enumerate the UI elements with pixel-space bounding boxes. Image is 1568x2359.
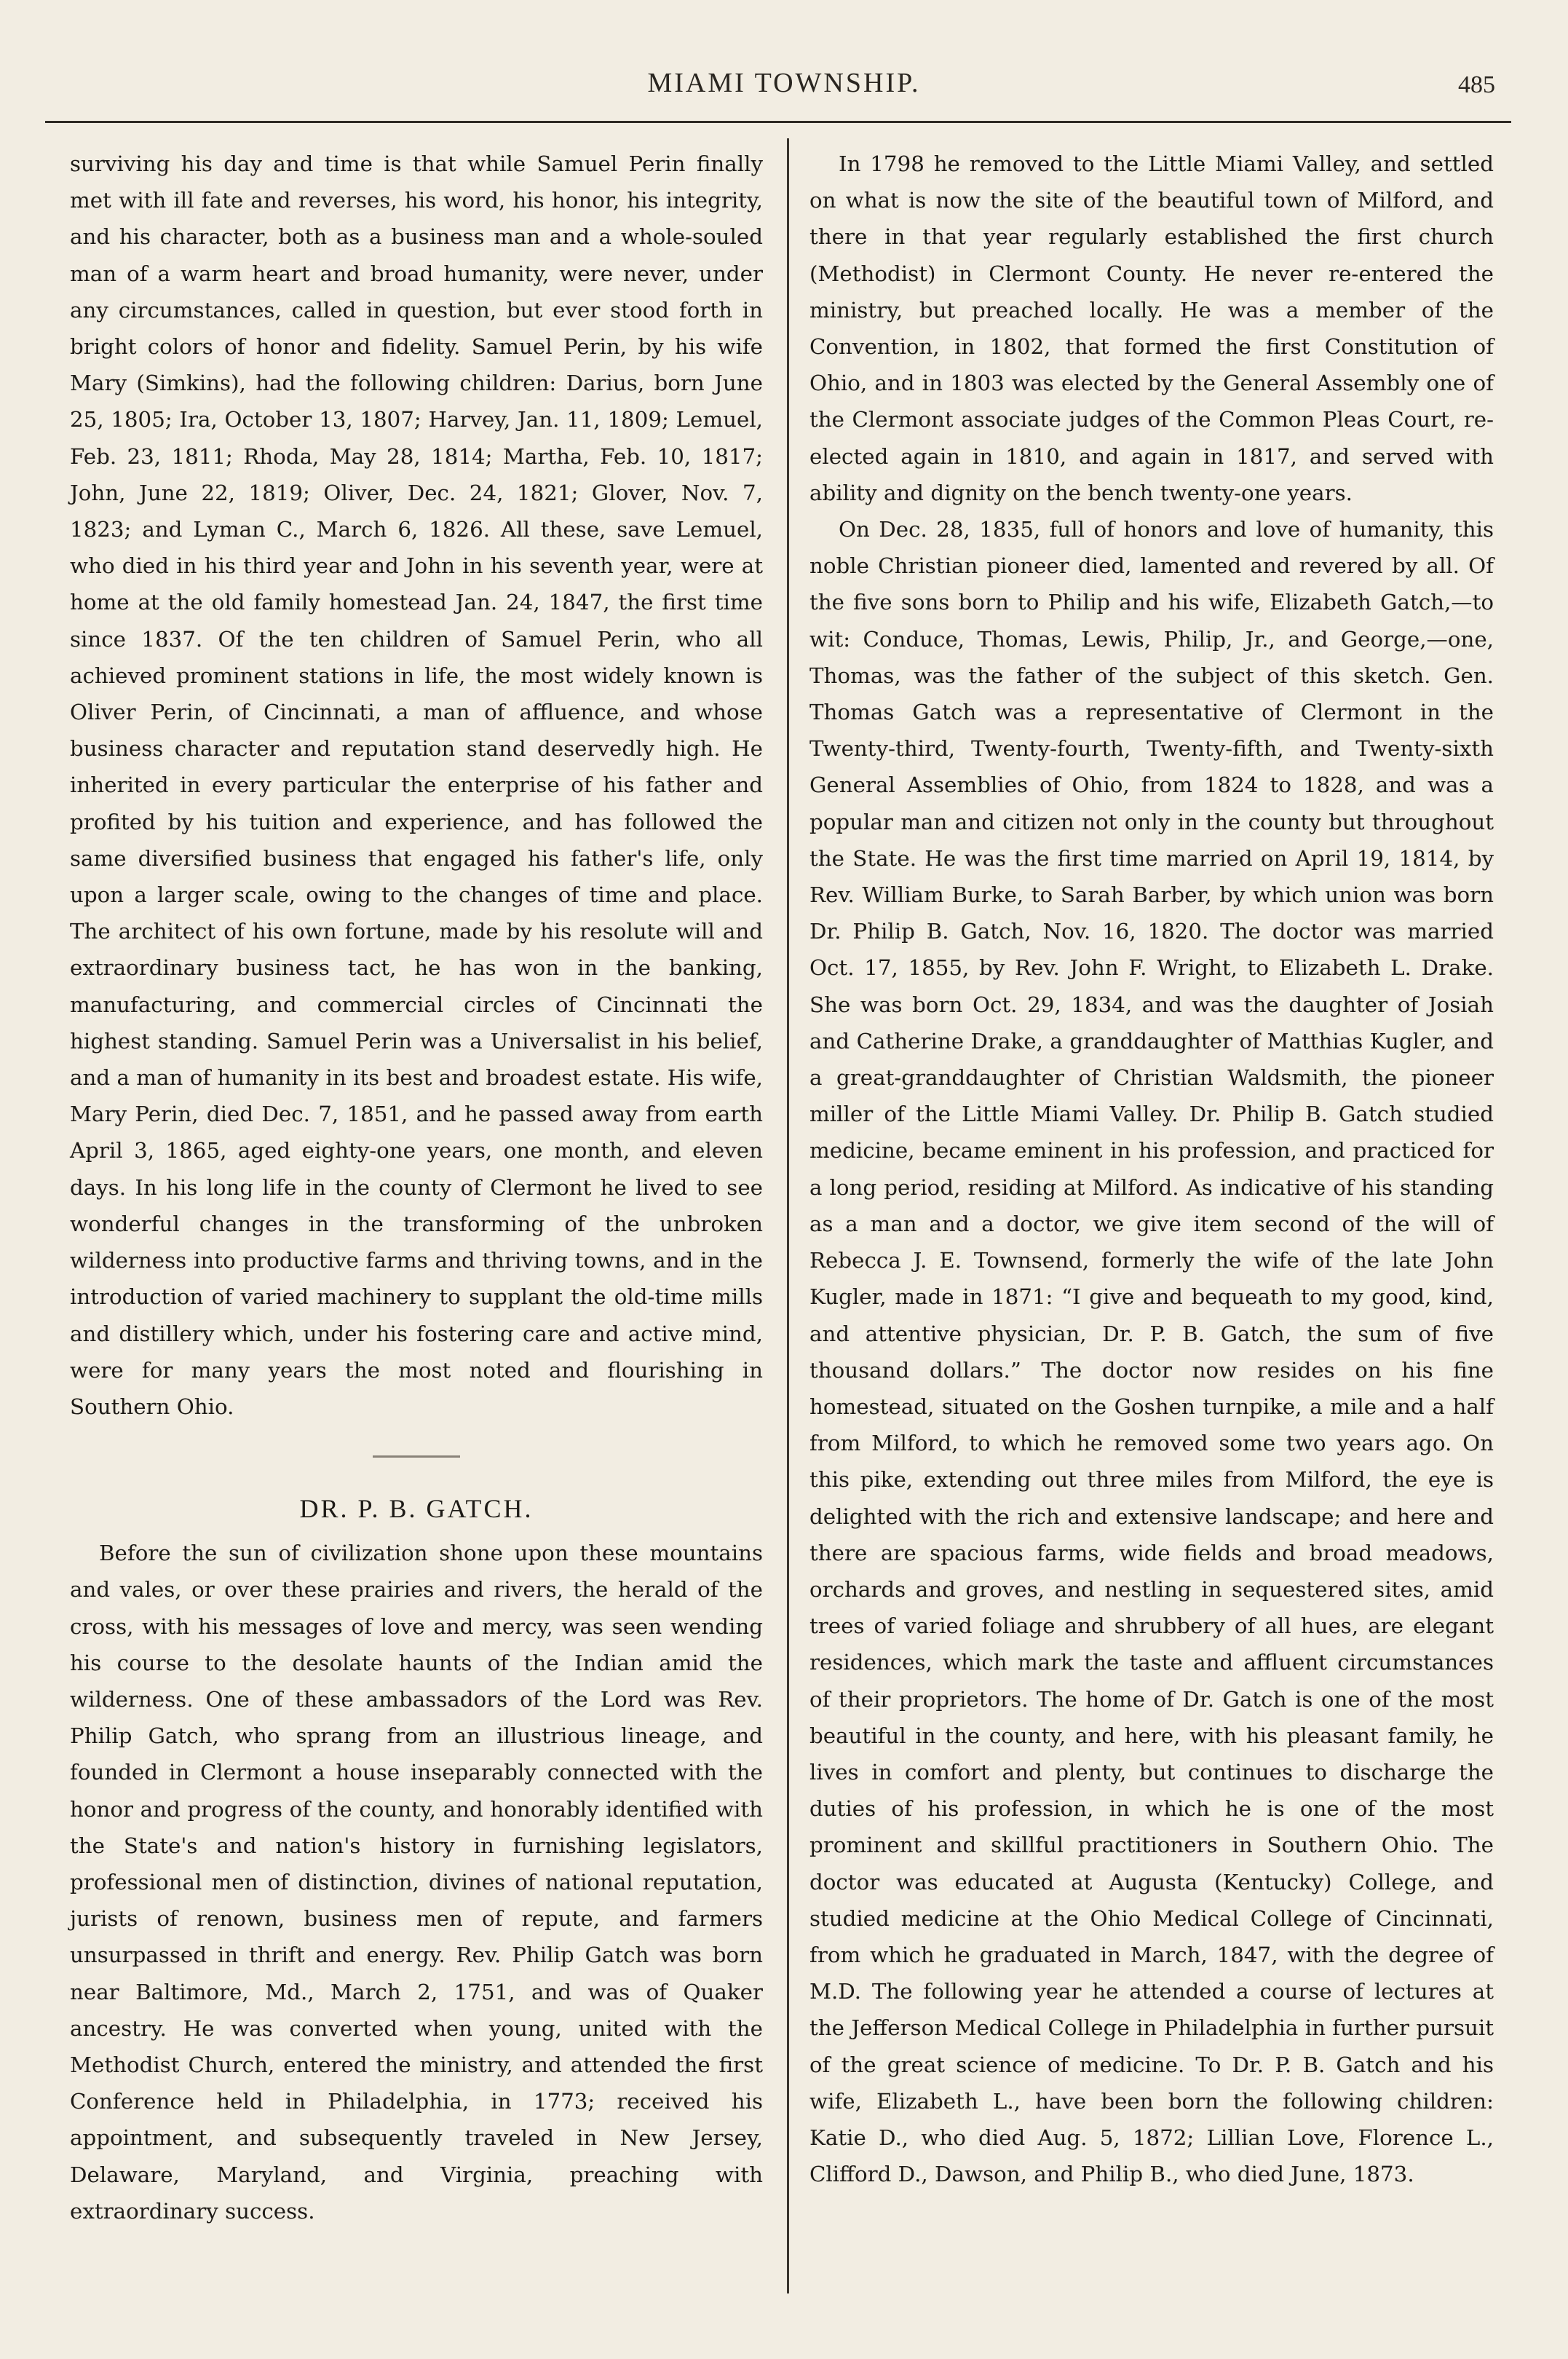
section-divider bbox=[373, 1455, 460, 1458]
right-column bbox=[809, 146, 1494, 2192]
page-number: 485 bbox=[1458, 71, 1495, 98]
running-header-title: MIAMI TOWNSHIP. bbox=[647, 68, 921, 98]
right-paragraph-2: On Dec. 28, 1835, full of honors and love of humanity, this noble Christian pioneer died, lamented and revered by all. Of the five sons born to Philip and his wife, Elizabeth Gatch,—to wit: Conduce, Thomas, Lewis, Philip, Jr., and George,—one, Thomas, was the father of the subject of this sketch. Gen. Thomas Gatch was a representative of Clermont in the Twenty-third, Twenty-fourth, Twenty-fifth, and Twenty-sixth General Assemblies of Ohio, from 1824 to 1828, and was a popular man and citizen not only in the county but throughout the State. He was the first time married on April 19, 1814, by Rev. William Burke, to Sarah Barber, by which union was born Dr. Philip B. Gatch, Nov. 16, 1820. The doctor was married Oct. 17, 1855, by Rev. John F. Wright, to Elizabeth L. Drake. She was born Oct. 29, 1834, and was the daughter of Josiah and Catherine Drake, a granddaughter of Matthias Kugler, and a great-granddaughter of Christian Waldsmith, the pioneer miller of the Little Miami Valley. Dr. Philip B. Gatch studied medicine, became eminent in his profession, and practiced for a long period, residing at Milford. As indicative of his standing as a man and a doctor, we give item second of the will of Rebecca J. E. Townsend, formerly the wife of the late John Kugler, made in 1871: “I give and bequeath to my good, kind, and attentive physician, Dr. P. B. Gatch, the sum of five thousand dollars.” The doctor now resides on his fine homestead, situated on the Goshen turnpike, a mile and a half from Milford, to which he removed some two years ago. On this pike, extending out three miles from Milford, the eye is delighted with the rich and extensive landscape; and here and there are spacious farms, wide fields and broad meadows, orchards and groves, and nestling in sequestered sites, amid trees of varied foliage and shrubbery of all hues, are elegant residences, which mark the taste and affluent circumstances of their proprietors. The home of Dr. Gatch is one of the most beautiful in the county, and here, with his pleasant family, he lives in comfort and plenty, but continues to discharge the duties of his profession, in which he is one of the most prominent and skillful practitioners in Southern Ohio. The doctor was educated at Augusta (Kentucky) College, and studied medicine at the Ohio Medical College of Cincinnati, from which he graduated in March, 1847, with the degree of M.D. The following year he attended a course of lectures at the Jefferson Medical College in Philadelphia in further pursuit of the great science of medicine. To Dr. P. B. Gatch and his wife, Elizabeth L., have been born the following children: Katie D., who died Aug. 5, 1872; Lillian Love, Florence L., Clifford D., Dawson, and Philip B., who died June, 1873. bbox=[809, 517, 1494, 2187]
header-rule bbox=[45, 121, 1511, 123]
continued-paragraph: surviving his day and time is that while Samuel Perin finally met with ill fate and reverses, his word, his honor, his integrity, and his character, both as a business man and a whole-souled man of a warm heart and broad humanity, were never, under any circumstances, called in question, but ever stood forth in bright colors of honor and fidelity. Samuel Perin, by his wife Mary (Simkins), had the following children: Darius, born June 25, 1805; Ira, October 13, 1807; Harvey, Jan. 11, 1809; Lemuel, Feb. 23, 1811; Rhoda, May 28, 1814; Martha, Feb. 10, 1817; John, June 22, 1819; Oliver, Dec. 24, 1821; Glover, Nov. 7, 1823; and Lyman C., March 6, 1826. All these, save Lemuel, who died in his third year and John in his seventh year, were at home at the old family homestead Jan. 24, 1847, the first time since 1837. Of the ten children of Samuel Perin, who all achieved prominent stations in life, the most widely known is Oliver Perin, of Cincinnati, a man of affluence, and whose business character and reputation stand deservedly high. He inherited in every particular the enterprise of his father and profited by his tuition and experience, and has followed the same diversified business that engaged his father's life, only upon a larger scale, owing to the changes of time and place. The architect of his own fortune, made by his resolute will and extraordinary business tact, he has won in the banking, manufacturing, and commercial circles of Cincinnati the highest standing. Samuel Perin was a Universalist in his belief, and a man of humanity in its best and broadest estate. His wife, Mary Perin, died Dec. 7, 1851, and he passed away from earth April 3, 1865, aged eighty-one years, one month, and eleven days. In his long life in the county of Clermont he lived to see wonderful changes in the transforming of the unbroken wilderness into productive farms and thriving towns, and in the introduction of varied machinery to supplant the old-time mills and distillery which, under his fostering care and active mind, were for many years the most noted and flourishing in Southern Ohio. bbox=[70, 151, 763, 1419]
left-column bbox=[70, 146, 763, 2229]
section-paragraph: Before the sun of civilization shone upon these mountains and vales, or over these prairies and rivers, the herald of the cross, with his messages of love and mercy, was seen wending his course to the desolate haunts of the Indian amid the wilderness. One of these ambassadors of the Lord was Rev. Philip Gatch, who sprang from an illustrious lineage, and founded in Clermont a house inseparably connected with the honor and progress of the county, and honorably identified with the State's and nation's history in furnishing legislators, professional men of distinction, divines of national reputation, jurists of renown, business men of repute, and farmers unsurpassed in thrift and energy. Rev. Philip Gatch was born near Baltimore, Md., March 2, 1751, and was of Quaker ancestry. He was converted when young, united with the Methodist Church, entered the ministry, and attended the first Conference held in Philadelphia, in 1773; received his appointment, and subsequently traveled in New Jersey, Delaware, Maryland, and Virginia, preaching with extraordinary success. bbox=[70, 1541, 763, 2224]
right-paragraph-1: In 1798 he removed to the Little Miami Valley, and settled on what is now the site of the beautiful town of Milford, and there in that year regularly established the first church (Methodist) in Clermont County. He never re-entered the ministry, but preached locally. He was a member of the Convention, in 1802, that formed the first Constitution of Ohio, and in 1803 was elected by the General Assembly one of the Clermont associate judges of the Common Pleas Court, re-elected again in 1810, and again in 1817, and served with ability and dignity on the bench twenty-one years. bbox=[809, 151, 1494, 505]
section-heading: DR. P. B. GATCH. bbox=[299, 1494, 534, 1524]
column-divider bbox=[787, 138, 789, 2293]
